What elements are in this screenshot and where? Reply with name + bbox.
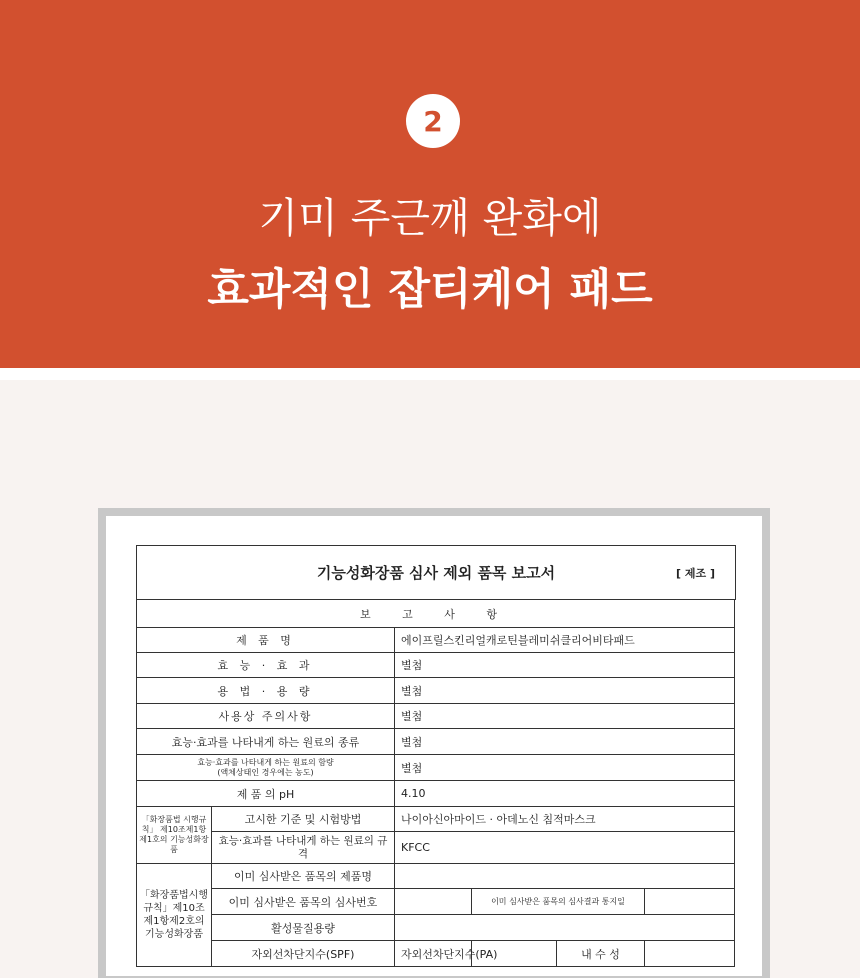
pa-label: 자외선차단지수(PA) <box>395 941 472 967</box>
row-value: 별첨 <box>395 704 735 729</box>
group2-label: 「화장품법시행규칙」제10조제1항제2호의기능성화장품 <box>137 864 212 967</box>
group1-label: 「화장품법 시행규칙」 제10조제1항제1호의 기능성화장품 <box>137 807 212 864</box>
report-tag: [ 제조 ] <box>676 567 715 580</box>
row-label: 효능·효과를 나타내게 하는 원료의 규격 <box>212 832 395 864</box>
row-value <box>395 915 735 941</box>
row-value: 별첨 <box>395 678 735 704</box>
report-table <box>136 599 735 967</box>
row-label: 활성물질용량 <box>212 915 395 941</box>
row-value <box>395 889 472 915</box>
row-label: 제 품 의 pH <box>137 781 395 807</box>
row-label: 제 품 명 <box>137 628 395 653</box>
row-value <box>395 864 735 889</box>
row-value: 에이프릴스킨리얼캐로틴블레미쉬클리어비타패드 <box>395 628 735 653</box>
row-label: 효능·효과를 나타내게 하는 원료의 종류 <box>137 729 395 755</box>
section-header: 보 고 사 항 <box>137 600 735 628</box>
water-resistance-label: 내 수 성 <box>557 941 645 967</box>
row-value: 4.10 <box>395 781 735 807</box>
row-value: 나이아신아마이드 · 아데노신 침적마스크 <box>395 807 735 832</box>
report-title-box <box>136 545 736 600</box>
row-value: KFCC <box>395 832 735 864</box>
row-value <box>645 941 735 967</box>
row-label: 용 법 · 용 량 <box>137 678 395 704</box>
row-label: 이미 심사받은 품목의 심사번호 <box>212 889 395 915</box>
row-value: 별첨 <box>395 755 735 781</box>
row-value: 별첨 <box>395 653 735 678</box>
row-extra-label: 이미 심사받은 품목의 심사결과 통지일 <box>472 889 645 915</box>
row-label: 이미 심사받은 품목의 제품명 <box>212 864 395 889</box>
report-title: 기능성화장품 심사 제외 품목 보고서 <box>316 564 556 582</box>
step-number-badge: 2 <box>406 94 460 148</box>
row-value <box>645 889 735 915</box>
row-label: 고시한 기준 및 시험방법 <box>212 807 395 832</box>
headline-line2: 효과적인 잡티케어 패드 <box>207 265 653 315</box>
row-label: 효능·효과를 나타내게 하는 원료의 함량 (액체상태인 경우에는 농도) <box>137 755 395 781</box>
divider <box>0 368 860 380</box>
row-label: 사용상 주의사항 <box>137 704 395 729</box>
row-label: 효 능 · 효 과 <box>137 653 395 678</box>
headline-line1: 기미 주근깨 완화에 <box>258 194 602 242</box>
row-value: 별첨 <box>395 729 735 755</box>
spf-label: 자외선차단지수(SPF) <box>212 941 395 967</box>
